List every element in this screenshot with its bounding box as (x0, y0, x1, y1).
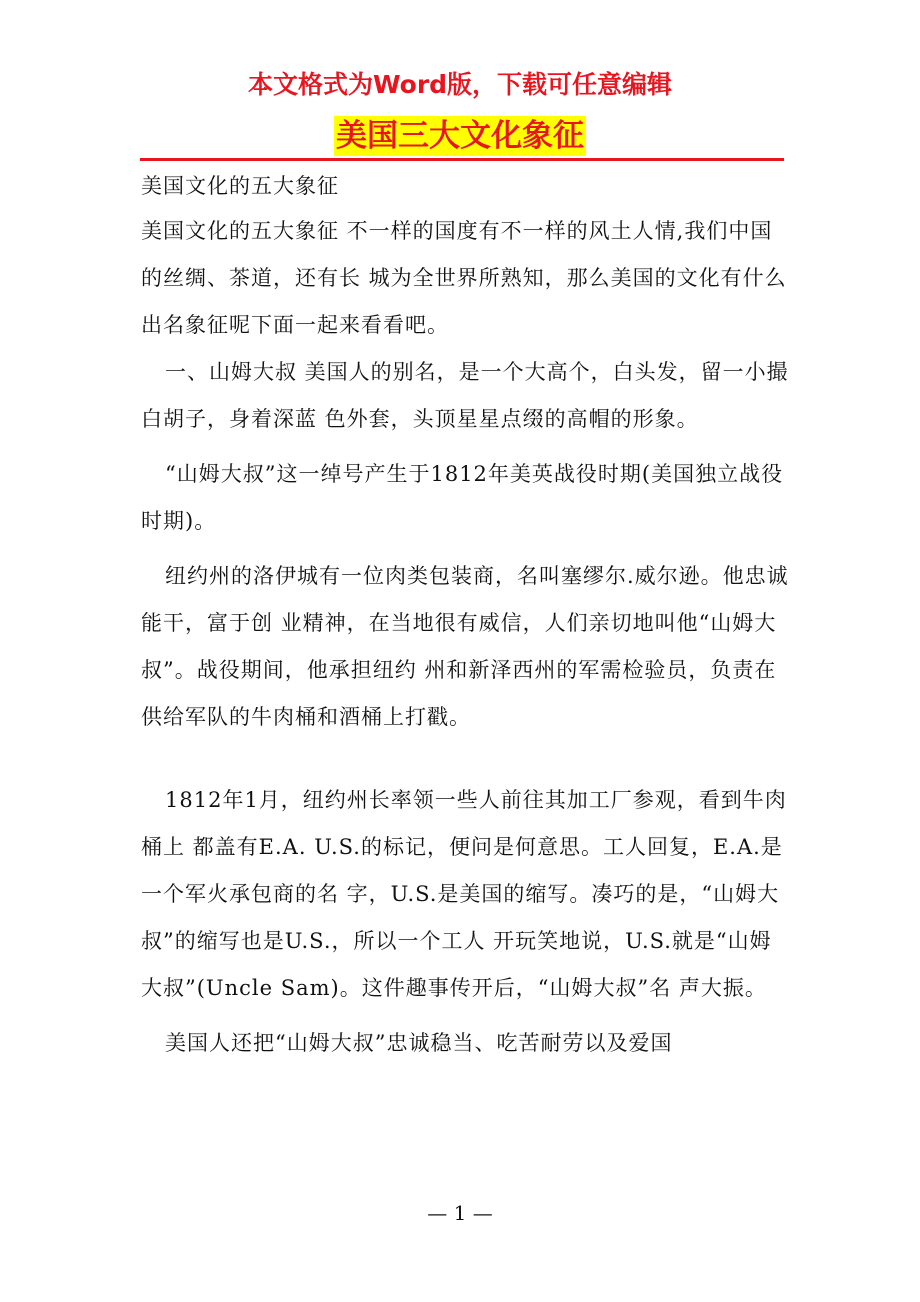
subtitle-line: 美国文化的五大象征 (141, 174, 339, 198)
page-number: — 1 — (427, 1201, 493, 1225)
nickname-origin-paragraph: “山姆大叔”这一绰号产生于1812年美英战役时期(美国独立战役时期)。 (141, 462, 784, 533)
document-body (141, 166, 791, 1067)
wilson-paragraph: 纽约州的洛伊城有一位肉类包装商，名叫塞缪尔.威尔逊。他忠诚能干，富于创 业精神，在当地很有威信，人们亲切地叫他“山姆大叔”。战役期间，他承担纽约 州和新泽西州的军需检验员，负责在供给军队的牛肉桶和酒桶上打戳。 (141, 564, 789, 729)
title-container (0, 116, 920, 156)
section-one-paragraph: 一、山姆大叔 美国人的别名，是一个大高个，白头发，留一小撮白胡子，身着深蓝 色外套，头顶星星点缀的高帽的形象。 (141, 360, 789, 431)
document-title: 美国三大文化象征 (336, 118, 584, 154)
anecdote-paragraph: 1812年1月，纽约州长率领一些人前往其加工厂参观，看到牛肉桶上 都盖有E.A. U.S.的标记，便问是何意思。工人回复，E.A.是一个军火承包商的名 字，U.S.是美国的缩写。凑巧的是，“山姆大叔”的缩写也是U.S.，所以一个工人 开玩笑地说，U.S.就是“山姆大叔”(Uncle Sam)。这件趣事传开后，“山姆大叔”名 声大振。 (141, 788, 787, 1000)
closing-paragraph: 美国人还把“山姆大叔”忠诚稳当、吃苦耐劳以及爱国 (165, 1031, 673, 1055)
title-divider (140, 158, 784, 161)
download-notice: 本文格式为Word版，下载可任意编辑 (247, 70, 673, 99)
intro-paragraph: 美国文化的五大象征 不一样的国度有不一样的风土人情,我们中国的丝绸、茶道，还有长 城为全世界所熟知，那么美国的文化有什么出名象征呢下面一起来看看吧。 (141, 219, 787, 337)
